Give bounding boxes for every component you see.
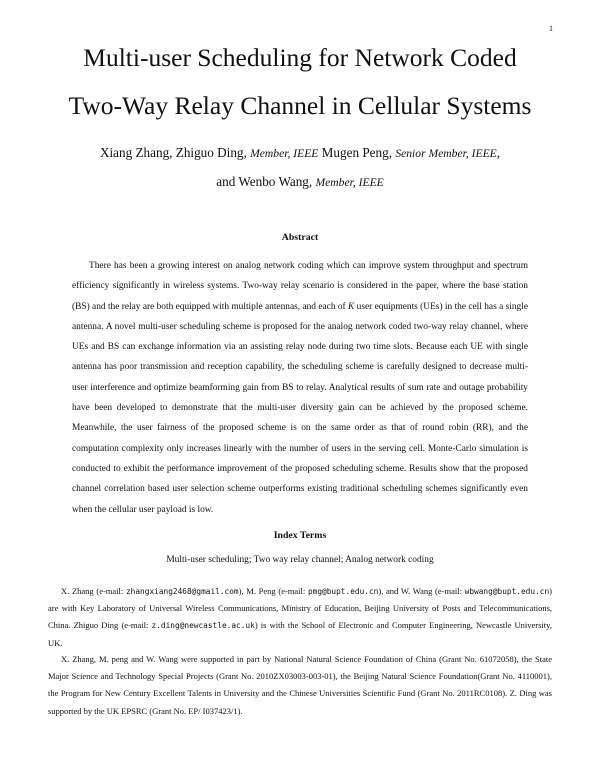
footnote-text: ), M. Peng (e-mail:: [238, 586, 308, 596]
author-names: Mugen Peng,: [318, 145, 396, 160]
email-link[interactable]: z.ding@newcastle.ac.uk: [151, 621, 255, 631]
footnote-text: ) are with Key Laboratory of Universal Wireless Communications, Ministry of Education, Beijing University of Posts and Telecommunications, China. Zhiguo Ding (e-mail:: [48, 586, 552, 631]
paper-title-line-2: Two-Way Relay Channel in Cellular Systems: [68, 91, 532, 120]
author-line-2: [0, 174, 600, 190]
author-line-1: [0, 145, 600, 161]
paper-title-line-1: Multi-user Scheduling for Network Coded: [83, 43, 517, 72]
author-names: Xiang Zhang, Zhiguo Ding,: [99, 145, 251, 160]
footnote-affiliations: [48, 583, 552, 652]
email-link[interactable]: wbwang@bupt.edu.cn: [464, 587, 550, 596]
page-number: 1: [549, 24, 553, 33]
email-link[interactable]: pmg@bupt.edu.cn: [307, 587, 379, 596]
index-terms-heading: Index Terms: [273, 530, 327, 541]
footnote-text: ), and W. Wang (e-mail:: [378, 586, 465, 596]
index-terms: Multi-user scheduling; Two way relay channel; Analog network coding: [166, 555, 434, 565]
abstract-heading: Abstract: [281, 232, 319, 243]
math-variable: K: [348, 301, 355, 312]
footnote-text: X. Zhang (e-mail:: [61, 586, 126, 596]
abstract-text: There has been a growing interest on analog network coding which can improve system throughput and spectrum efficiency significantly in wireless systems. Two-way relay scenario is considered in the paper, where the base station (BS) and the relay are both equipped with multiple antennas, and each of: [72, 261, 528, 312]
footnote-funding: X. Zhang, M. peng and W. Wang were supported in part by National Natural Science Foundation of China (Grant No. 61072058), the State Major Science and Technology Special Projects (Grant No. 2010ZX03003-003-01), the Beijing Natural Science Foundation(Grant No. 4110001), the Program for New Century Excellent Talents in University and the Chinese Universities Scientific Fund (Grant No. 2011RC0108). Z. Ding was supported by the UK EPSRC (Grant No. EP/ I037423/1).: [48, 654, 552, 716]
author-names: and Wenbo Wang,: [216, 174, 316, 189]
author-membership: Member, IEEE: [315, 176, 384, 189]
email-link[interactable]: zhangxiang2468@gmail.com: [125, 587, 239, 596]
abstract-body: [72, 256, 528, 520]
author-membership: Senior Member, IEEE: [395, 147, 497, 160]
author-membership: Member, IEEE: [250, 147, 319, 160]
abstract-text: user equipments (UEs) in the cell has a single antenna. A novel multi-user scheduling scheme is proposed for the analog network coded two-way relay channel, where UEs and BS can exchange information via an assisting relay node during two time slots. Because each UE with single antenna has poor transmission and reception capability, the scheduling scheme is carefully designed to decrease multi-user interference and optimize beamforming gain from BS to relay. Analytical results of sum rate and outage probability have been developed to demonstrate that the multi-user diversity gain can be achieved by the proposed scheme. Meanwhile, the user fairness of the proposed scheme is on the same order as that of round robin (RR), and the computation complexity only increases linearly with the number of users in the serving cell. Monte-Carlo simulation is conducted to exhibit the performance improvement of the proposed scheduling scheme. Results show that the proposed channel correlation based user selection scheme outperforms existing traditional scheduling schemes significantly even when the cellular user payload is low.: [72, 301, 528, 515]
footnote-text: ) is with the School of Electronic and Computer Engineering, Newcastle University, UK.: [48, 620, 552, 648]
author-separator: ,: [496, 145, 501, 160]
